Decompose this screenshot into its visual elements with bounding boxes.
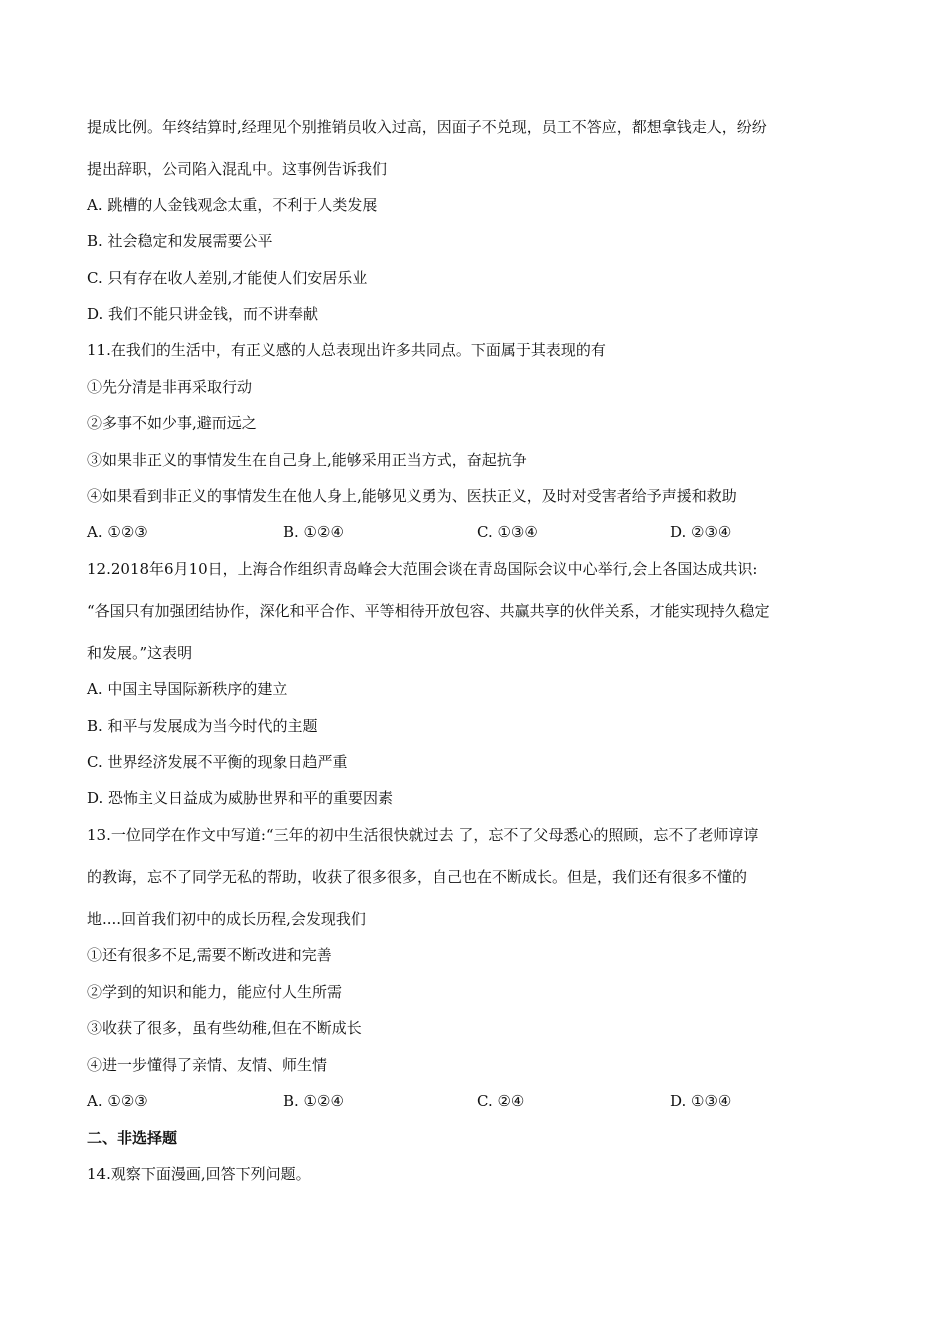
q10-stem-line-2: 提出辞职，公司陷入混乱中。这事例告诉我们 xyxy=(87,160,388,178)
q12-stem-line-1: 12.2018年6月10日，上海合作组织青岛峰会大范围会谈在青岛国际会议中心举行,会上各国达成共识: xyxy=(87,560,758,578)
q12-stem-line-3: 和发展。”这表明 xyxy=(87,644,193,662)
q11-option-c: C. ①③④ xyxy=(477,523,538,541)
q13-option-d: D. ①③④ xyxy=(670,1092,732,1110)
q10-option-d: D. 我们不能只讲金钱，而不讲奉献 xyxy=(87,305,319,323)
q11-item-1: ①先分清是非再采取行动 xyxy=(87,378,253,396)
q10-stem-line-1: 提成比例。年终结算时,经理见个别推销员收入过高，因面子不兑现，员工不答应，都想拿钱走人，纷纷 xyxy=(87,118,767,136)
q10-option-c: C. 只有存在收人差别,才能使人们安居乐业 xyxy=(87,269,368,287)
q13-item-2: ②学到的知识和能力，能应付人生所需 xyxy=(87,983,343,1001)
q10-option-b: B. 社会稳定和发展需要公平 xyxy=(87,232,273,250)
section-title-non-choice: 二、非选择题 xyxy=(87,1129,178,1147)
q13-stem-line-2: 的教诲，忘不了同学无私的帮助，收获了很多很多，自己也在不断成长。但是，我们还有很多不懂的 xyxy=(87,868,748,886)
q12-option-d: D. 恐怖主义日益成为威胁世界和平的重要因素 xyxy=(87,789,394,807)
q11-options xyxy=(87,522,867,542)
q12-option-a: A. 中国主导国际新秩序的建立 xyxy=(87,680,288,698)
q13-stem-line-1: 13.一位同学在作文中写道:“三年的初中生活很快就过去 了，忘不了父母悉心的照顾，忘不了老师谆谆 xyxy=(87,826,759,844)
q12-option-b: B. 和平与发展成为当今时代的主题 xyxy=(87,717,318,735)
q10-option-a: A. 跳槽的人金钱观念太重，不利于人类发展 xyxy=(87,196,378,214)
q11-option-a: A. ①②③ xyxy=(87,523,148,541)
q13-option-b: B. ①②④ xyxy=(283,1092,344,1110)
q13-option-a: A. ①②③ xyxy=(87,1092,148,1110)
q13-options xyxy=(87,1091,867,1111)
q13-option-c: C. ②④ xyxy=(477,1092,525,1110)
q14-stem: 14.观察下面漫画,回答下列问题。 xyxy=(87,1165,311,1183)
q13-item-3: ③收获了很多，虽有些幼稚,但在不断成长 xyxy=(87,1019,362,1037)
q11-item-2: ②多事不如少事,避而远之 xyxy=(87,414,257,432)
q13-item-1: ①还有很多不足,需要不断改进和完善 xyxy=(87,946,332,964)
q12-option-c: C. 世界经济发展不平衡的现象日趋严重 xyxy=(87,753,348,771)
q11-option-d: D. ②③④ xyxy=(670,523,732,541)
q13-stem-line-3: 地....回首我们初中的成长历程,会发现我们 xyxy=(87,910,366,928)
q11-stem: 11.在我们的生活中，有正义感的人总表现出许多共同点。下面属于其表现的有 xyxy=(87,341,606,359)
q11-item-4: ④如果看到非正义的事情发生在他人身上,能够见义勇为、医扶正义，及时对受害者给予声援和救助 xyxy=(87,487,737,505)
q11-option-b: B. ①②④ xyxy=(283,523,344,541)
q12-stem-line-2: “各国只有加强团结协作，深化和平合作、平等相待开放包容、共赢共享的伙伴关系，才能实现持久稳定 xyxy=(87,602,770,620)
q13-item-4: ④进一步懂得了亲情、友情、师生情 xyxy=(87,1056,328,1074)
q11-item-3: ③如果非正义的事情发生在自己身上,能够采用正当方式，奋起抗争 xyxy=(87,451,527,469)
